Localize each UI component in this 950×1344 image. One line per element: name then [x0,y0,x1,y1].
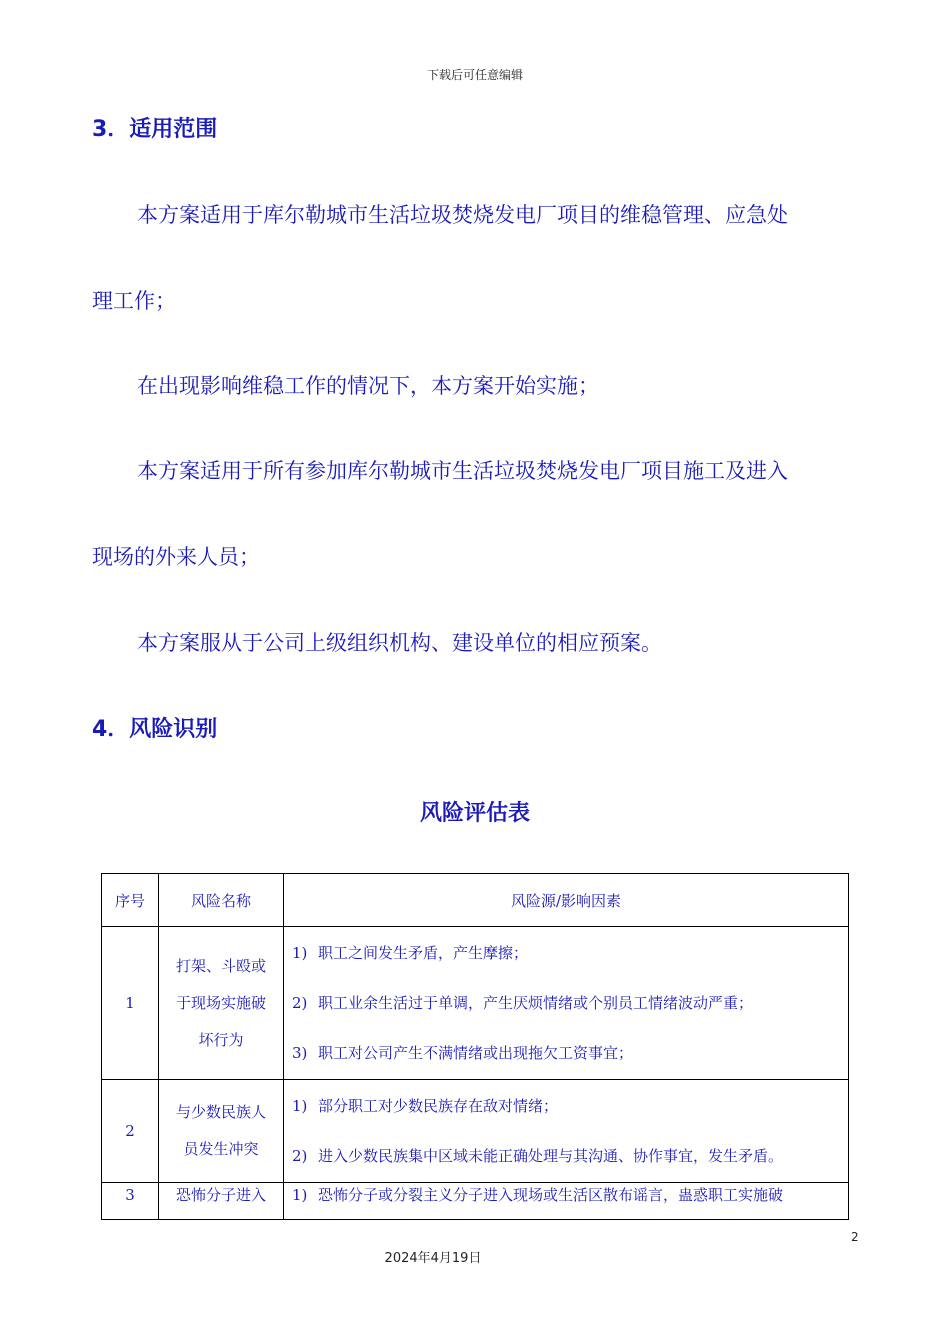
risk-name-line: 打架、斗殴或 [175,956,266,975]
row-no: 1 [102,927,159,1080]
scope-paragraph-3-cont: 现场的外来人员； [92,545,260,569]
row-sources [284,927,849,1080]
row-risk-name [159,1183,284,1220]
header-cell-source: 风险源/影响因素 [284,874,849,927]
section-heading-risk: 4．风险识别 [92,717,218,742]
row-sources [284,1080,849,1183]
table-row [102,1080,849,1183]
source-item: 2) 进入少数民族集中区域未能正确处理与其沟通、协作事宜，发生矛盾。 [292,1146,784,1165]
scope-paragraph-3: 本方案适用于所有参加库尔勒城市生活垃圾焚烧发电厂项目施工及进入 [137,459,788,483]
scope-paragraph-4: 本方案服从于公司上级组织机构、建设单位的相应预案。 [137,631,662,655]
row-sources [284,1183,849,1220]
header-note: 下载后可任意编辑 [426,68,523,82]
source-item: 1) 职工之间发生矛盾，产生摩擦； [292,943,529,962]
risk-name-line: 与少数民族人 [175,1103,266,1121]
scope-paragraph-1-cont: 理工作； [92,289,176,313]
risk-name-line: 坏行为 [198,1030,244,1049]
table-row [102,927,849,1080]
section-heading-scope: 3．适用范围 [92,117,218,142]
risk-name-line: 恐怖分子进入 [175,1186,266,1204]
header-cell-name: 风险名称 [159,874,284,927]
source-item: 1) 部分职工对少数民族存在敌对情绪； [292,1096,559,1115]
risk-assessment-table [101,873,849,1220]
row-no: 3 [102,1183,159,1220]
header-cell-no: 序号 [102,874,159,927]
scope-paragraph-2: 在出现影响维稳工作的情况下，本方案开始实施； [137,374,599,398]
table-row [102,1183,849,1220]
table-header-row [102,874,849,927]
source-item: 1) 恐怖分子或分裂主义分子进入现场或生活区散布谣言，蛊惑职工实施破 [292,1186,784,1204]
risk-name-line: 于现场实施破 [175,993,266,1012]
row-risk-name [159,1080,284,1183]
page-number: 2 [851,1230,859,1244]
scope-paragraph-1: 本方案适用于库尔勒城市生活垃圾焚烧发电厂项目的维稳管理、应急处 [137,203,788,227]
row-no: 2 [102,1080,159,1183]
row-risk-name [159,927,284,1080]
table-title: 风险评估表 [419,801,530,826]
risk-name-line: 员发生冲突 [183,1140,259,1158]
footer-date: 2024年4月19日 [384,1251,482,1266]
source-item: 3) 职工对公司产生不满情绪或出现拖欠工资事宜； [292,1043,634,1062]
source-item: 2) 职工业余生活过于单调，产生厌烦情绪或个别员工情绪波动严重； [292,993,754,1012]
